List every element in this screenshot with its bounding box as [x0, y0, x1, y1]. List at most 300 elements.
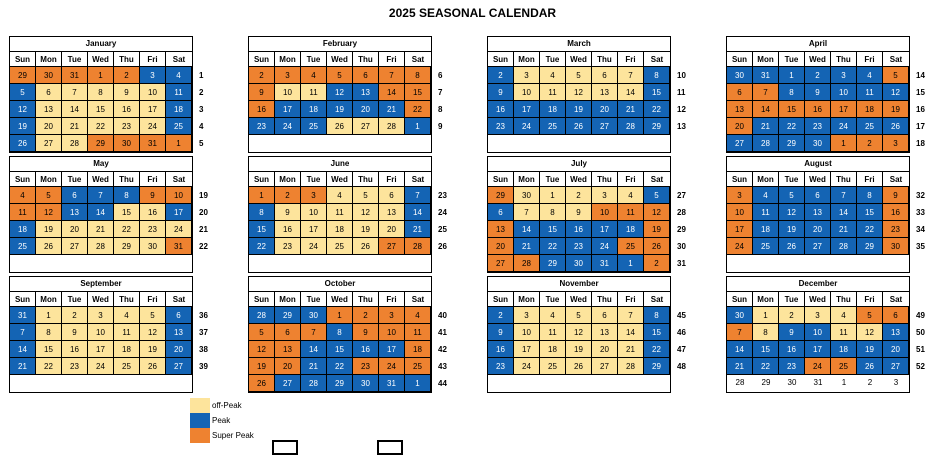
day-cell: 21 — [618, 101, 644, 118]
empty-cell — [301, 255, 327, 272]
day-cell: 10 — [592, 204, 618, 221]
day-cell: 23 — [140, 221, 166, 238]
empty-cell — [540, 135, 566, 152]
day-cell: 8 — [36, 324, 62, 341]
day-cell: 4 — [327, 187, 353, 204]
day-cell: 6 — [805, 187, 831, 204]
empty-cell — [727, 255, 753, 272]
day-cell: 23 — [114, 118, 140, 135]
day-cell: 24 — [592, 238, 618, 255]
empty-cell — [857, 255, 883, 272]
month-january — [9, 36, 193, 153]
day-header: Tue — [301, 52, 327, 67]
day-cell: 21 — [514, 238, 540, 255]
day-cell: 25 — [540, 358, 566, 375]
day-cell: 14 — [831, 204, 857, 221]
day-cell: 4 — [405, 307, 431, 324]
week-number: 47 — [677, 345, 686, 354]
month-grid — [249, 292, 431, 392]
day-cell: 29 — [88, 135, 114, 152]
empty-cell — [62, 255, 88, 272]
day-cell: 8 — [753, 324, 779, 341]
day-cell: 1 — [405, 118, 431, 135]
day-cell: 1 — [831, 135, 857, 152]
day-header: Tue — [301, 292, 327, 307]
month-name: January — [10, 37, 192, 52]
day-cell: 20 — [883, 341, 909, 358]
day-cell: 21 — [379, 101, 405, 118]
day-header: Tue — [779, 52, 805, 67]
empty-cell — [592, 375, 618, 392]
day-cell: 12 — [779, 204, 805, 221]
day-header: Sun — [727, 292, 753, 307]
week-number: 24 — [438, 208, 447, 217]
empty-cell — [10, 375, 36, 392]
empty-cell — [379, 255, 405, 272]
day-header: Sun — [249, 292, 275, 307]
day-cell: 29 — [10, 67, 36, 84]
day-cell: 9 — [779, 324, 805, 341]
day-cell: 11 — [10, 204, 36, 221]
day-header: Tue — [540, 292, 566, 307]
day-cell: 6 — [62, 187, 88, 204]
day-cell: 22 — [857, 221, 883, 238]
week-number: 13 — [677, 122, 686, 131]
day-cell: 16 — [275, 221, 301, 238]
day-cell: 9 — [566, 204, 592, 221]
day-cell: 8 — [114, 187, 140, 204]
legend-label-super-peak: Super Peak — [212, 431, 254, 440]
day-cell: 11 — [540, 84, 566, 101]
day-cell: 22 — [540, 238, 566, 255]
day-header: Mon — [514, 52, 540, 67]
day-cell: 15 — [249, 221, 275, 238]
week-number: 50 — [916, 328, 925, 337]
day-header: Sat — [883, 172, 909, 187]
day-cell: 6 — [488, 204, 514, 221]
day-header: Mon — [36, 52, 62, 67]
week-number: 52 — [916, 362, 925, 371]
day-cell: 6 — [883, 307, 909, 324]
day-cell: 2 — [857, 135, 883, 152]
legend-swatch-peak — [190, 413, 210, 428]
week-number: 22 — [199, 242, 208, 251]
day-cell: 25 — [10, 238, 36, 255]
day-cell: 31 — [10, 307, 36, 324]
day-cell: 20 — [592, 101, 618, 118]
day-header: Wed — [327, 292, 353, 307]
month-grid — [488, 52, 670, 152]
day-header: Thu — [353, 292, 379, 307]
week-number: 20 — [199, 208, 208, 217]
empty-cell — [488, 135, 514, 152]
day-cell: 21 — [618, 341, 644, 358]
day-cell: 24 — [301, 238, 327, 255]
empty-cell — [618, 375, 644, 392]
week-number: 48 — [677, 362, 686, 371]
day-cell: 29 — [114, 238, 140, 255]
day-cell: 2 — [488, 67, 514, 84]
day-cell: 10 — [275, 84, 301, 101]
day-cell: 6 — [592, 307, 618, 324]
day-cell: 26 — [10, 135, 36, 152]
day-cell: 13 — [592, 324, 618, 341]
week-number: 19 — [199, 191, 208, 200]
month-name: August — [727, 157, 909, 172]
day-cell: 12 — [857, 324, 883, 341]
day-cell: 12 — [140, 324, 166, 341]
week-number: 29 — [677, 225, 686, 234]
week-number: 8 — [438, 105, 443, 114]
trailing-day: 31 — [813, 378, 823, 387]
month-name: November — [488, 277, 670, 292]
day-cell: 21 — [831, 221, 857, 238]
day-header: Mon — [514, 292, 540, 307]
day-cell: 26 — [327, 118, 353, 135]
day-cell: 31 — [379, 375, 405, 392]
month-name: September — [10, 277, 192, 292]
day-cell: 25 — [857, 118, 883, 135]
day-header: Fri — [140, 292, 166, 307]
day-cell: 15 — [405, 84, 431, 101]
day-cell: 19 — [249, 358, 275, 375]
day-cell: 4 — [753, 187, 779, 204]
day-cell: 6 — [379, 187, 405, 204]
month-grid — [249, 52, 431, 152]
day-cell: 8 — [540, 204, 566, 221]
day-header: Tue — [779, 292, 805, 307]
day-header: Thu — [831, 292, 857, 307]
day-header: Tue — [62, 52, 88, 67]
month-september — [9, 276, 193, 393]
day-cell: 11 — [831, 324, 857, 341]
day-cell: 16 — [62, 341, 88, 358]
day-cell: 23 — [249, 118, 275, 135]
day-cell: 9 — [353, 324, 379, 341]
month-name: February — [249, 37, 431, 52]
day-cell: 25 — [753, 238, 779, 255]
week-number: 39 — [199, 362, 208, 371]
day-cell: 28 — [301, 375, 327, 392]
day-cell: 5 — [249, 324, 275, 341]
day-cell: 18 — [10, 221, 36, 238]
week-number: 40 — [438, 311, 447, 320]
day-cell: 7 — [301, 324, 327, 341]
day-cell: 18 — [540, 341, 566, 358]
day-header: Thu — [353, 52, 379, 67]
day-cell: 6 — [166, 307, 192, 324]
day-cell: 7 — [831, 187, 857, 204]
day-cell: 18 — [857, 101, 883, 118]
day-cell: 2 — [644, 255, 670, 272]
trailing-day: 3 — [893, 378, 899, 387]
day-cell: 13 — [379, 204, 405, 221]
day-cell: 19 — [36, 221, 62, 238]
month-july — [487, 156, 671, 273]
day-cell: 26 — [353, 238, 379, 255]
month-grid — [488, 172, 670, 272]
day-header: Fri — [618, 52, 644, 67]
day-cell: 7 — [62, 84, 88, 101]
day-cell: 17 — [514, 101, 540, 118]
day-header: Thu — [114, 172, 140, 187]
empty-cell — [514, 375, 540, 392]
month-december — [726, 276, 910, 393]
day-cell: 15 — [644, 324, 670, 341]
day-cell: 16 — [779, 341, 805, 358]
empty-cell — [405, 255, 431, 272]
day-cell: 11 — [618, 204, 644, 221]
day-cell: 13 — [36, 101, 62, 118]
day-cell: 9 — [488, 84, 514, 101]
empty-cell — [275, 135, 301, 152]
empty-cell — [301, 135, 327, 152]
day-header: Fri — [379, 52, 405, 67]
day-cell: 25 — [405, 358, 431, 375]
day-header: Wed — [805, 292, 831, 307]
day-cell: 21 — [301, 358, 327, 375]
day-header: Sat — [883, 292, 909, 307]
day-header: Sun — [727, 172, 753, 187]
week-number: 23 — [438, 191, 447, 200]
legend-item-off-peak — [190, 398, 254, 413]
day-cell: 6 — [36, 84, 62, 101]
day-cell: 18 — [166, 101, 192, 118]
day-header: Wed — [88, 172, 114, 187]
day-cell: 5 — [566, 307, 592, 324]
empty-cell — [62, 375, 88, 392]
trailing-day: 28 — [735, 378, 745, 387]
day-cell: 7 — [753, 84, 779, 101]
day-header: Sun — [488, 172, 514, 187]
week-number: 28 — [677, 208, 686, 217]
day-header: Sat — [166, 172, 192, 187]
empty-cell — [753, 255, 779, 272]
day-cell: 19 — [644, 221, 670, 238]
day-cell: 1 — [405, 375, 431, 392]
day-header: Sun — [488, 292, 514, 307]
day-cell: 2 — [488, 307, 514, 324]
day-header: Tue — [540, 172, 566, 187]
day-cell: 14 — [618, 324, 644, 341]
day-header: Sat — [405, 52, 431, 67]
day-cell: 25 — [540, 118, 566, 135]
week-number: 1 — [199, 71, 204, 80]
day-cell: 18 — [327, 221, 353, 238]
day-cell: 30 — [514, 187, 540, 204]
day-cell: 23 — [566, 238, 592, 255]
day-cell: 11 — [301, 84, 327, 101]
day-cell: 14 — [753, 101, 779, 118]
week-number: 14 — [916, 71, 925, 80]
day-cell: 19 — [779, 221, 805, 238]
day-cell: 20 — [275, 358, 301, 375]
trailing-day: 1 — [841, 378, 847, 387]
day-cell: 8 — [644, 307, 670, 324]
week-number: 31 — [677, 259, 686, 268]
day-cell: 15 — [540, 221, 566, 238]
day-cell: 22 — [753, 358, 779, 375]
day-cell: 23 — [62, 358, 88, 375]
day-cell: 5 — [883, 67, 909, 84]
empty-cell — [327, 255, 353, 272]
week-number: 25 — [438, 225, 447, 234]
day-header: Sat — [644, 52, 670, 67]
day-cell: 21 — [10, 358, 36, 375]
day-cell: 3 — [379, 307, 405, 324]
day-cell: 5 — [10, 84, 36, 101]
day-header: Mon — [36, 292, 62, 307]
day-header: Fri — [857, 172, 883, 187]
day-header: Wed — [805, 172, 831, 187]
day-cell: 28 — [831, 238, 857, 255]
day-cell: 13 — [805, 204, 831, 221]
day-cell: 27 — [488, 255, 514, 272]
day-cell: 25 — [301, 118, 327, 135]
day-cell: 6 — [353, 67, 379, 84]
empty-cell — [488, 375, 514, 392]
day-cell: 27 — [883, 358, 909, 375]
day-cell: 12 — [353, 204, 379, 221]
day-cell: 16 — [140, 204, 166, 221]
day-cell: 20 — [805, 221, 831, 238]
day-cell: 11 — [114, 324, 140, 341]
month-name: July — [488, 157, 670, 172]
day-cell: 23 — [805, 118, 831, 135]
week-number: 32 — [916, 191, 925, 200]
day-cell: 10 — [514, 324, 540, 341]
week-number: 21 — [199, 225, 208, 234]
day-cell: 18 — [618, 221, 644, 238]
day-cell: 24 — [514, 358, 540, 375]
legend-swatch-off-peak — [190, 398, 210, 413]
empty-cell — [566, 135, 592, 152]
day-cell: 14 — [727, 341, 753, 358]
day-header: Mon — [275, 292, 301, 307]
day-header: Mon — [753, 52, 779, 67]
day-cell: 19 — [140, 341, 166, 358]
day-cell: 11 — [753, 204, 779, 221]
day-header: Tue — [301, 172, 327, 187]
day-cell: 13 — [883, 324, 909, 341]
week-number: 5 — [199, 139, 204, 148]
day-cell: 8 — [249, 204, 275, 221]
empty-cell — [114, 375, 140, 392]
week-number: 16 — [916, 105, 925, 114]
month-april — [726, 36, 910, 153]
day-cell: 10 — [301, 204, 327, 221]
day-cell: 1 — [249, 187, 275, 204]
day-cell: 28 — [405, 238, 431, 255]
day-cell: 14 — [379, 84, 405, 101]
day-cell: 17 — [166, 204, 192, 221]
day-header: Wed — [88, 52, 114, 67]
month-grid — [727, 292, 909, 392]
day-header: Wed — [566, 172, 592, 187]
day-header: Thu — [353, 172, 379, 187]
day-cell: 26 — [857, 358, 883, 375]
day-header: Mon — [275, 52, 301, 67]
month-name: May — [10, 157, 192, 172]
day-cell: 2 — [114, 67, 140, 84]
month-grid — [727, 52, 909, 152]
day-cell: 22 — [88, 118, 114, 135]
day-cell: 12 — [327, 84, 353, 101]
day-cell: 7 — [618, 307, 644, 324]
day-cell: 17 — [514, 341, 540, 358]
week-number: 43 — [438, 362, 447, 371]
trailing-day: 30 — [787, 378, 797, 387]
day-cell: 27 — [36, 135, 62, 152]
day-cell: 28 — [249, 307, 275, 324]
day-cell: 23 — [275, 238, 301, 255]
day-cell: 16 — [488, 101, 514, 118]
day-cell: 27 — [592, 358, 618, 375]
day-cell: 10 — [727, 204, 753, 221]
day-cell: 11 — [540, 324, 566, 341]
day-cell: 10 — [805, 324, 831, 341]
day-header: Fri — [140, 52, 166, 67]
day-cell: 16 — [805, 101, 831, 118]
day-header: Wed — [88, 292, 114, 307]
day-cell: 31 — [166, 238, 192, 255]
day-cell: 25 — [831, 358, 857, 375]
day-cell: 20 — [592, 341, 618, 358]
day-cell: 6 — [275, 324, 301, 341]
day-cell: 10 — [140, 84, 166, 101]
day-header: Mon — [36, 172, 62, 187]
week-number: 2 — [199, 88, 204, 97]
month-august — [726, 156, 910, 273]
day-cell: 15 — [857, 204, 883, 221]
day-cell: 2 — [779, 307, 805, 324]
day-cell: 16 — [249, 101, 275, 118]
day-cell: 14 — [88, 204, 114, 221]
day-cell: 24 — [166, 221, 192, 238]
day-cell: 5 — [779, 187, 805, 204]
day-cell: 18 — [114, 341, 140, 358]
week-number: 17 — [916, 122, 925, 131]
day-cell: 26 — [883, 118, 909, 135]
day-cell: 29 — [644, 118, 670, 135]
day-header: Fri — [379, 292, 405, 307]
day-cell: 18 — [301, 101, 327, 118]
day-header: Tue — [62, 172, 88, 187]
day-cell: 30 — [140, 238, 166, 255]
empty-cell — [644, 375, 670, 392]
day-cell: 24 — [805, 358, 831, 375]
day-cell: 24 — [831, 118, 857, 135]
day-cell: 26 — [566, 118, 592, 135]
day-cell: 30 — [36, 67, 62, 84]
week-number: 42 — [438, 345, 447, 354]
day-cell: 24 — [514, 118, 540, 135]
day-cell: 27 — [379, 238, 405, 255]
day-cell: 31 — [140, 135, 166, 152]
day-cell: 29 — [540, 255, 566, 272]
day-cell: 3 — [514, 307, 540, 324]
day-cell: 7 — [405, 187, 431, 204]
day-header: Sun — [10, 52, 36, 67]
day-cell: 1 — [753, 307, 779, 324]
day-cell: 10 — [166, 187, 192, 204]
day-cell: 21 — [62, 118, 88, 135]
day-cell: 5 — [857, 307, 883, 324]
week-number: 36 — [199, 311, 208, 320]
day-cell: 29 — [644, 358, 670, 375]
day-cell: 16 — [488, 341, 514, 358]
day-cell: 25 — [327, 238, 353, 255]
